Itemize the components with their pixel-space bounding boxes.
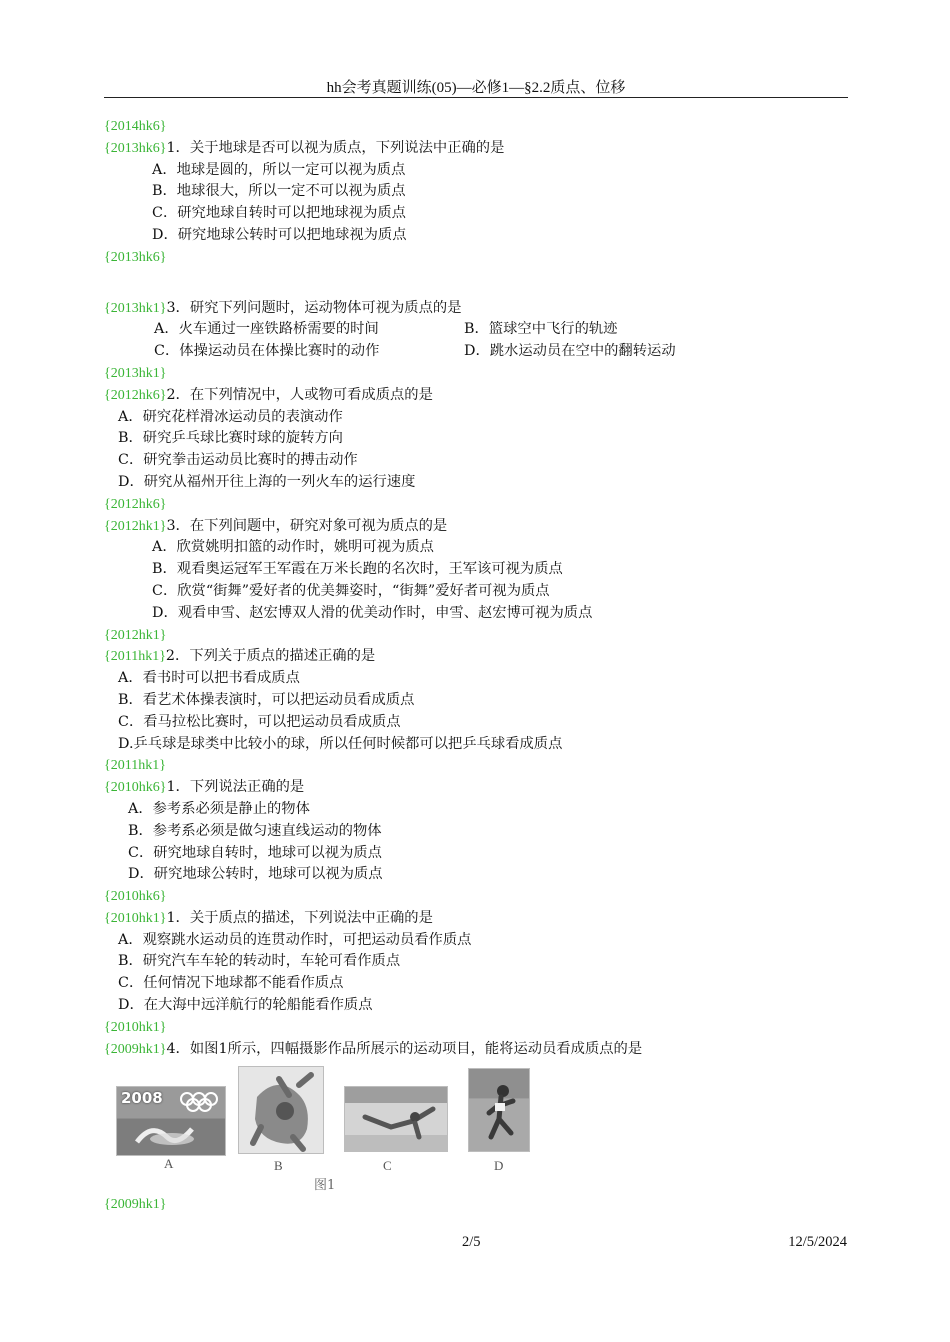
figure-caption: 图1 — [314, 1178, 336, 1194]
gymnastics-photo — [344, 1086, 448, 1152]
option-text: D．研究地球公转时，地球可以视为质点 — [128, 866, 383, 883]
source-tag: {2013hk1} — [104, 300, 167, 316]
option-text: A．观察跳水运动员的连贯动作时，可把运动员看作质点 — [118, 931, 472, 948]
question-text: 1．关于质点的描述，下列说法中正确的是 — [166, 909, 433, 926]
question-line — [104, 777, 848, 799]
option-line — [104, 668, 848, 690]
option-line — [104, 341, 848, 363]
option-line — [104, 581, 848, 603]
photo-label: D — [494, 1158, 504, 1174]
source-tag: {2010hk6} — [104, 780, 167, 796]
source-tag-line — [104, 1017, 848, 1039]
option-text: B．看艺术体操表演时，可以把运动员看成质点 — [118, 691, 415, 708]
option-text: A．参考系必须是静止的物体 — [128, 800, 310, 817]
option-text: D．研究从福州开往上海的一列火车的运行速度 — [118, 473, 416, 490]
diving-photo — [116, 1086, 226, 1156]
option-line — [104, 843, 848, 865]
source-tag-line — [104, 1194, 848, 1216]
option-line — [104, 951, 848, 973]
option-text: A．研究花样滑冰运动员的表演动作 — [118, 408, 343, 425]
question-text: 1．关于地球是否可以视为质点，下列说法中正确的是 — [166, 139, 505, 156]
option-line — [104, 450, 848, 472]
source-tag: {2012hk1} — [104, 518, 167, 534]
option-line — [104, 407, 848, 429]
option-line — [104, 472, 848, 494]
option-text: C．任何情况下地球都不能看作质点 — [118, 975, 344, 992]
question-text: 2．下列关于质点的描述正确的是 — [165, 648, 376, 665]
option-text: D．在大海中远洋航行的轮船能看作质点 — [118, 997, 373, 1014]
option-text: D．观看申雪、赵宏博双人滑的优美动作时，申雪、赵宏博可视为质点 — [152, 604, 593, 621]
question-line — [104, 908, 848, 930]
source-tag: {2014hk6} — [104, 119, 167, 134]
source-tag: {2010hk1} — [104, 1019, 167, 1035]
option-right: D．跳水运动员在空中的翻转运动 — [464, 343, 676, 360]
option-line — [104, 930, 848, 952]
source-tag: {2010hk6} — [104, 889, 167, 905]
option-text: B．研究汽车车轮的转动时，车轮可看作质点 — [118, 953, 401, 970]
photo-label: C — [383, 1158, 392, 1174]
option-text: A．地球是圆的，所以一定可以视为质点 — [152, 161, 406, 178]
blank-line — [104, 269, 848, 298]
option-line — [104, 973, 848, 995]
source-tag-line — [104, 755, 848, 777]
question-line — [104, 646, 848, 668]
option-right: B．篮球空中飞行的轨迹 — [464, 321, 618, 338]
footer-date: 12/5/2024 — [788, 1234, 847, 1250]
option-left: A．火车通过一座铁路桥需要的时间 — [154, 321, 379, 338]
source-tag-line — [104, 886, 848, 908]
option-line — [104, 319, 848, 341]
option-line — [104, 537, 848, 559]
question-text: 1．下列说法正确的是 — [166, 779, 305, 796]
option-line — [104, 603, 848, 625]
photo-label: B — [274, 1158, 283, 1174]
source-tag: {2010hk1} — [104, 910, 167, 926]
option-left: C．体操运动员在体操比赛时的动作 — [154, 343, 380, 360]
photo-label: A — [164, 1156, 174, 1172]
source-tag: {2011hk1} — [104, 649, 166, 665]
source-tag-line — [104, 247, 848, 269]
option-text: D.乒乓球是球类中比较小的球，所以任何时候都可以把乒乓球看成质点 — [118, 735, 563, 752]
question-text: 2．在下列情况中，人或物可看成质点的是 — [166, 386, 433, 403]
figure-1 — [104, 1060, 848, 1194]
source-tag: {2012hk6} — [104, 496, 167, 512]
question-text: 3．研究下列问题时，运动物体可视为质点的是 — [166, 299, 462, 316]
option-text: C．看马拉松比赛时，可以把运动员看成质点 — [118, 713, 401, 730]
document-body — [104, 116, 848, 1216]
option-text: C．研究地球自转时，地球可以视为质点 — [128, 844, 382, 861]
option-line — [104, 428, 848, 450]
source-tag: {2012hk6} — [104, 387, 167, 403]
source-tag: {2009hk1} — [104, 1197, 167, 1213]
option-line — [104, 160, 848, 182]
page-title: hh会考真题训练(05)—必修1—§2.2质点、位移 — [326, 80, 626, 96]
option-line — [104, 559, 848, 581]
source-tag: {2011hk1} — [104, 758, 166, 774]
option-text: C．研究地球自转时可以把地球视为质点 — [152, 205, 406, 222]
option-text: C．欣赏“街舞”爱好者的优美舞姿时，“街舞”爱好者可视为质点 — [152, 582, 550, 599]
source-tag: {2013hk1} — [104, 365, 167, 381]
option-line — [104, 799, 848, 821]
question-line — [104, 138, 848, 160]
running-photo — [468, 1068, 530, 1152]
question-line — [104, 298, 848, 320]
option-text: B．研究乒乓球比赛时球的旋转方向 — [118, 430, 343, 447]
source-tag-line — [104, 625, 848, 647]
option-text: C．研究拳击运动员比赛时的搏击动作 — [118, 452, 358, 469]
question-line — [104, 516, 848, 538]
source-tag-line — [104, 494, 848, 516]
photo-banner-text: 2008 — [121, 1089, 163, 1108]
wrestling-photo — [238, 1066, 324, 1154]
question-text: 4．如图1所示，四幅摄影作品所展示的运动项目，能将运动员看成质点的是 — [166, 1040, 643, 1057]
option-line — [104, 995, 848, 1017]
option-text: B．参考系必须是做匀速直线运动的物体 — [128, 822, 382, 839]
option-text: A．欣赏姚明扣篮的动作时，姚明可视为质点 — [152, 539, 434, 556]
source-tag-line — [104, 116, 848, 138]
option-line — [104, 821, 848, 843]
source-tag-line — [104, 363, 848, 385]
option-line — [104, 225, 848, 247]
source-tag: {2012hk1} — [104, 627, 167, 643]
option-text: B．地球很大，所以一定不可以视为质点 — [152, 183, 406, 200]
question-text: 3．在下列间题中，研究对象可视为质点的是 — [166, 517, 448, 534]
option-line — [104, 864, 848, 886]
title-rule — [104, 97, 848, 98]
option-text: A．看书时可以把书看成质点 — [118, 670, 300, 687]
option-line — [104, 203, 848, 225]
option-text: D．研究地球公转时可以把地球视为质点 — [152, 226, 407, 243]
option-line — [104, 690, 848, 712]
page-number: 2/5 — [462, 1234, 481, 1250]
option-line — [104, 734, 848, 756]
source-tag: {2013hk6} — [104, 140, 167, 156]
option-line — [104, 712, 848, 734]
option-text: B．观看奥运冠军王军霞在万米长跑的名次时，王军该可视为质点 — [152, 561, 563, 578]
source-tag: {2009hk1} — [104, 1041, 167, 1057]
question-line — [104, 385, 848, 407]
option-line — [104, 181, 848, 203]
source-tag: {2013hk6} — [104, 249, 167, 265]
question-line — [104, 1039, 848, 1061]
